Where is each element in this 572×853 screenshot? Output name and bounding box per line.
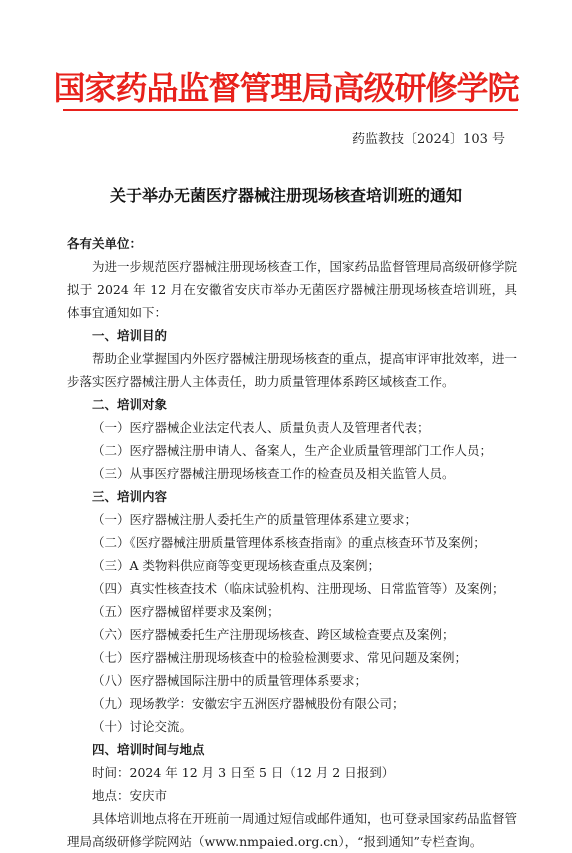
- time-line: 时间：2024 年 12 月 3 日至 5 日（12 月 2 日报到）: [92, 765, 395, 780]
- section-heading-audience: 二、培训对象: [92, 397, 168, 412]
- content-item: （六）医疗器械委托生产注册现场核查、跨区域检查要点及案例；: [92, 627, 455, 642]
- intro-paragraph: 为进一步规范医疗器械注册现场核查工作，国家药品监督管理局高级研修学院拟于 2024 年 12 月在安徽省安庆市举办无菌医疗器械注册现场核查培训班，具体事宜通知如下：: [67, 259, 518, 320]
- content-item: （七）医疗器械注册现场核查中的检验检测要求、常见问题及案例；: [92, 650, 468, 665]
- document-number: 药监教技〔2024〕103 号: [351, 132, 505, 147]
- addressee: 各有关单位：: [67, 236, 143, 251]
- content-item: （五）医疗器械留样要求及案例；: [92, 604, 280, 619]
- section-heading-purpose: 一、培训目的: [92, 328, 168, 343]
- section-heading-time-place: 四、培训时间与地点: [92, 742, 205, 757]
- content-item: （十）讨论交流。: [92, 719, 193, 734]
- content-item: （八）医疗器械国际注册中的质量管理体系要求；: [92, 673, 368, 688]
- audience-item: （一）医疗器械企业法定代表人、质量负责人及管理者代表；: [92, 420, 430, 435]
- document-title: 关于举办无菌医疗器械注册现场核查培训班的通知: [109, 186, 462, 205]
- place-line: 地点：安庆市: [92, 788, 168, 803]
- content-item: （三）A 类物料供应商等变更现场核查重点及案例；: [92, 558, 381, 573]
- letterhead: 国家药品监督管理局高级研修学院: [53, 69, 519, 107]
- audience-item: （三）从事医疗器械注册现场核查工作的检查员及相关监管人员。: [92, 466, 455, 481]
- content-item: （二）《医疗器械注册质量管理体系核查指南》的重点核查环节及案例；: [92, 535, 486, 550]
- content-item: （一）医疗器械注册人委托生产的质量管理体系建立要求；: [92, 512, 418, 527]
- document-body: [67, 232, 517, 853]
- content-item: （九）现场教学：安徽宏宇五洲医疗器械股份有限公司；: [92, 696, 405, 711]
- section-heading-content: 三、培训内容: [92, 489, 168, 504]
- venue-paragraph: 具体培训地点将在开班前一周通过短信或邮件通知，也可登录国家药品监督管理局高级研修学院网站（www.nmpaied.org.cn），“报到通知”专栏查询。: [67, 811, 518, 849]
- purpose-paragraph: 帮助企业掌握国内外医疗器械注册现场核查的重点，提高审评审批效率，进一步落实医疗器械注册人主体责任，助力质量管理体系跨区域核查工作。: [67, 351, 518, 389]
- audience-item: （二）医疗器械注册申请人、备案人，生产企业质量管理部门工作人员；: [92, 443, 493, 458]
- letterhead-red-rule: [63, 109, 518, 111]
- content-item: （四）真实性核查技术（临床试验机构、注册现场、日常监管等）及案例；: [92, 581, 505, 596]
